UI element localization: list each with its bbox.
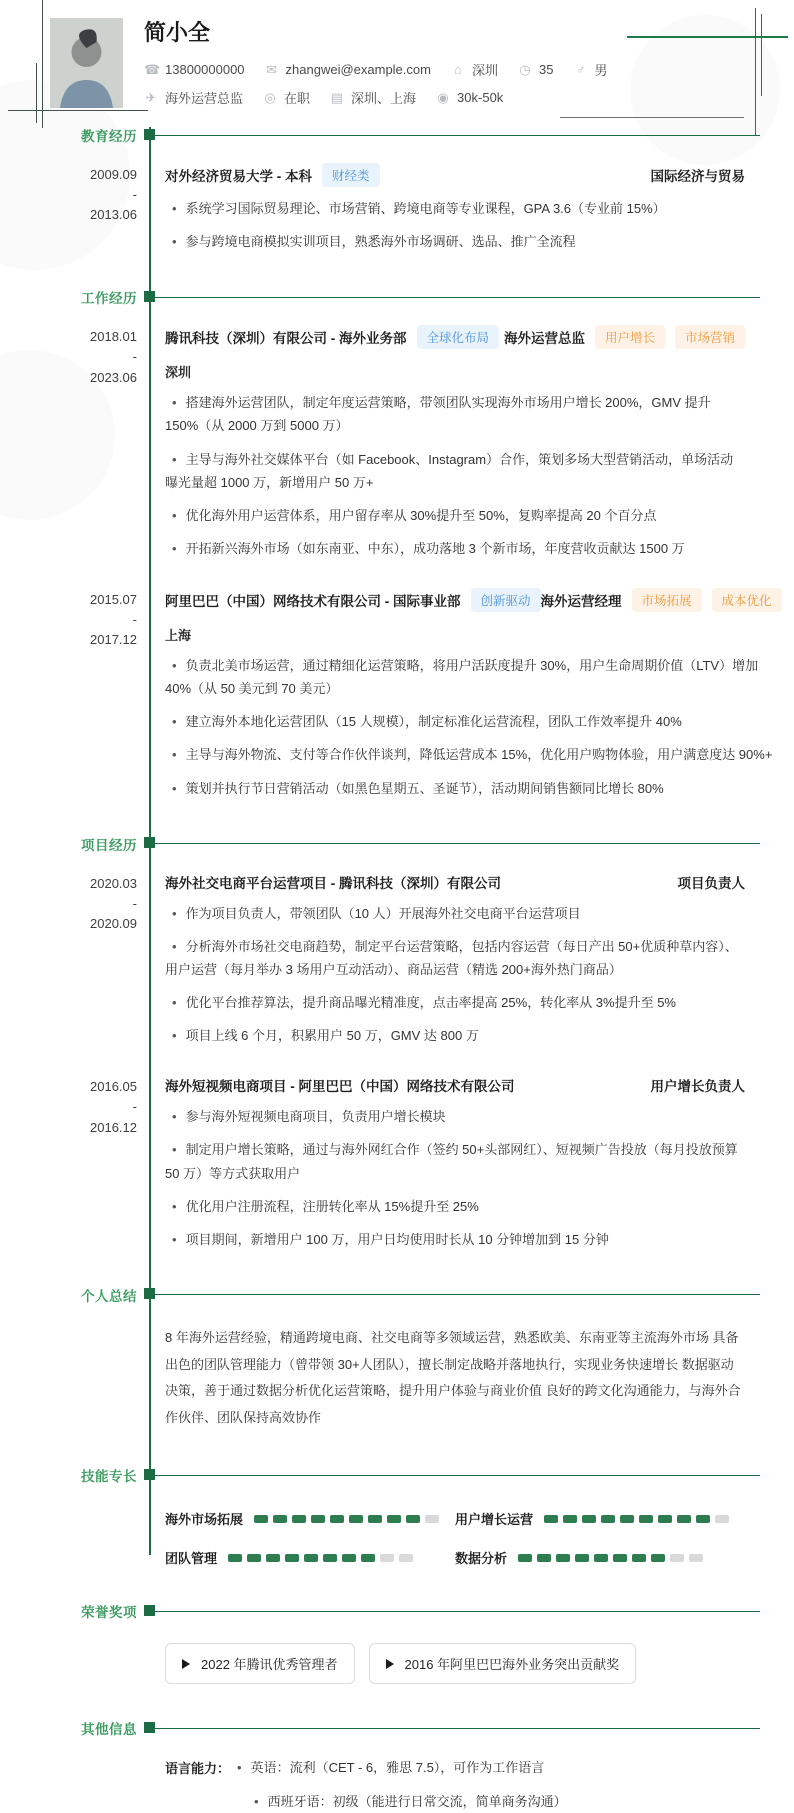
bullet-item: • 作为项目负责人，带领团队（10 人）开展海外社交电商平台运营项目 — [165, 902, 745, 925]
salary-value: 30k-50k — [457, 90, 504, 105]
section-education — [0, 127, 794, 253]
project-entry — [0, 872, 794, 1048]
bullet-item: • 分析海外市场社交电商趋势，制定平台运营策略，包括内容运营（每日产出 50+优质种草内容）、用户运营（每月举办 3 场用户互动活动）、商品运营（精选 200+海外热门商品） — [165, 935, 745, 981]
date-separator: - — [132, 187, 137, 203]
skill-item — [455, 1548, 745, 1567]
skill-segment — [537, 1554, 551, 1562]
section-rule — [150, 1728, 760, 1729]
skill-item — [455, 1509, 745, 1528]
phone-icon: ☎ — [144, 61, 161, 77]
bullet-item: • 搭建海外运营团队，制定年度运营策略，带领团队实现海外市场用户增长 200%，GMV 提升 150%（从 2000 万到 5000 万） — [165, 391, 745, 437]
section-honors — [0, 1603, 794, 1684]
briefcase-icon: ✈ — [145, 89, 157, 105]
contact-phone — [144, 62, 245, 78]
bullet-item: • 优化用户注册流程，注册转化率从 15%提升至 25% — [165, 1195, 745, 1218]
skill-segment — [556, 1554, 570, 1562]
status-value: 在职 — [284, 91, 311, 106]
timeline-node — [144, 837, 155, 848]
work-bullets — [165, 391, 745, 560]
section-rule — [150, 1611, 760, 1612]
bullet-item: • 制定用户增长策略，通过与海外网红合作（签约 50+头部网红）、短视频广告投放（每月投放预算 50 万）等方式获取用户 — [165, 1138, 745, 1184]
bullet-item: • 系统学习国际贸易理论、市场营销、跨境电商等专业课程，GPA 3.6（专业前 15%） — [165, 197, 745, 220]
role-tags — [595, 325, 745, 349]
skill-segment — [361, 1554, 375, 1562]
bullet-item: • 项目上线 6 个月，积累用户 50 万，GMV 达 800 万 — [165, 1024, 745, 1047]
skill-segment — [544, 1515, 558, 1523]
skill-segment — [304, 1554, 318, 1562]
skill-segment — [632, 1554, 646, 1562]
timeline-node — [144, 291, 155, 302]
date-separator: - — [132, 1099, 137, 1115]
skill-name: 用户增长运营 — [455, 1512, 534, 1528]
job-status — [263, 88, 310, 107]
date-range — [0, 325, 150, 560]
location-text: 上海 — [165, 628, 192, 643]
honor-badge — [369, 1643, 637, 1684]
company-name: 腾讯科技（深圳）有限公司 - 海外业务部 — [165, 331, 407, 347]
skill-segment — [247, 1554, 261, 1562]
skill-segment — [311, 1515, 325, 1523]
section-label: 个人总结 — [81, 1288, 137, 1304]
salary-icon: ◉ — [437, 89, 449, 105]
skill-item — [165, 1548, 455, 1567]
section-skills — [0, 1467, 794, 1567]
role-tag-badge: 用户增长 — [595, 325, 665, 349]
bullet-item: • 参与跨境电商模拟实训项目，熟悉海外市场调研、选品、推广全流程 — [165, 230, 745, 253]
date-end: 2020.09 — [90, 915, 137, 931]
skill-segment — [330, 1515, 344, 1523]
project-title: 海外短视频电商项目 - 阿里巴巴（中国）网络技术有限公司 — [165, 1079, 515, 1095]
honors-entry — [0, 1639, 794, 1684]
date-start: 2016.05 — [90, 1079, 137, 1095]
skills-entry — [0, 1489, 794, 1567]
timeline-node — [144, 1469, 155, 1480]
skill-segment — [715, 1515, 729, 1523]
skill-segment — [323, 1554, 337, 1562]
bullet-item: • 策划并执行节日营销活动（如黑色星期五、圣诞节），活动期间销售额同比增长 80% — [165, 777, 782, 800]
other-entry — [0, 1756, 794, 1813]
project-role: 用户增长负责人 — [650, 1079, 745, 1095]
skill-name: 团队管理 — [165, 1551, 218, 1567]
play-icon — [386, 1659, 394, 1669]
phone-number: 13800000000 — [165, 62, 245, 77]
date-end: 2017.12 — [90, 632, 137, 648]
skill-segment — [254, 1515, 268, 1523]
section-label: 其他信息 — [81, 1722, 137, 1738]
work-entry — [0, 588, 794, 800]
date-range — [0, 588, 150, 800]
skill-segment — [639, 1515, 653, 1523]
contact-row-2 — [144, 88, 503, 107]
project-role: 项目负责人 — [677, 875, 745, 891]
target-position — [144, 88, 243, 107]
gender-value: 男 — [594, 63, 608, 78]
education-entry — [0, 163, 794, 253]
section-label: 荣誉奖项 — [81, 1605, 137, 1621]
section-rule — [150, 1475, 760, 1476]
timeline-node — [144, 1288, 155, 1299]
skill-segment — [387, 1515, 401, 1523]
play-icon — [182, 1659, 190, 1669]
skill-name: 数据分析 — [455, 1551, 508, 1567]
skill-segment — [399, 1554, 413, 1562]
section-label: 工作经历 — [81, 291, 137, 307]
language-label: 语言能力： — [165, 1761, 231, 1777]
skill-segment — [677, 1515, 691, 1523]
contact-gender — [573, 60, 607, 79]
date-separator: - — [132, 349, 137, 365]
project-title: 海外社交电商平台运营项目 - 腾讯科技（深圳）有限公司 — [165, 875, 501, 891]
bullet-item: • 参与海外短视频电商项目，负责用户增长模块 — [165, 1105, 745, 1128]
skill-segment — [518, 1554, 532, 1562]
bullet-item: • 负责北美市场运营，通过精细化运营策略，将用户活跃度提升 30%，用户生命周期价值（LTV）增加 40%（从 50 美元到 70 美元） — [165, 654, 782, 700]
skill-segment — [575, 1554, 589, 1562]
contact-row-1 — [144, 60, 607, 79]
email-address: zhangwei@example.com — [285, 62, 431, 77]
skill-segment — [689, 1554, 703, 1562]
skill-segment — [285, 1554, 299, 1562]
skill-bar — [544, 1515, 729, 1523]
section-summary — [0, 1287, 794, 1432]
bullet-item: • 项目期间，新增用户 100 万，用户日均使用时长从 10 分钟增加到 15 分钟 — [165, 1228, 745, 1251]
position-value: 海外运营总监 — [165, 91, 244, 106]
date-start: 2020.03 — [90, 875, 137, 891]
role-title: 海外运营经理 — [540, 594, 622, 609]
skill-segment — [601, 1515, 615, 1523]
bullet-item: • 主导与海外物流、支付等合作伙伴谈判，降低运营成本 15%，优化用户购物体验，用户满意度达 90%+ — [165, 743, 782, 766]
timeline-node — [144, 129, 155, 140]
date-range — [0, 872, 150, 1048]
date-range — [0, 163, 150, 253]
skill-segment — [266, 1554, 280, 1562]
age-icon: ◷ — [519, 61, 531, 77]
major-name: 国际经济与贸易 — [650, 169, 745, 184]
contact-email — [265, 62, 431, 78]
skill-name: 海外市场拓展 — [165, 1512, 244, 1528]
skill-bar — [254, 1515, 439, 1523]
age-value: 35 — [538, 62, 554, 77]
date-separator: - — [132, 895, 137, 911]
skill-segment — [292, 1515, 306, 1523]
section-label: 教育经历 — [81, 129, 137, 144]
role-tags — [632, 588, 782, 612]
skill-bar — [228, 1554, 413, 1562]
language-item: • 西班牙语：初级（能进行日常交流，简单商务沟通） — [247, 1792, 567, 1813]
honor-badge — [165, 1643, 355, 1684]
mail-icon: ✉ — [266, 61, 277, 77]
role-tag-badge: 市场营销 — [675, 325, 745, 349]
skill-segment — [380, 1554, 394, 1562]
company-tag-badge: 全球化布局 — [417, 325, 500, 349]
honor-label: 2016 年阿里巴巴海外业务突出贡献奖 — [404, 1657, 620, 1673]
city-value: 深圳 — [471, 63, 498, 78]
role-tag-badge: 市场拓展 — [632, 588, 702, 612]
bullet-item: • 开拓新兴海外市场（如东南亚、中东），成功落地 3 个新市场，年度营收贡献达 1500 万 — [165, 537, 745, 560]
skill-segment — [349, 1515, 363, 1523]
section-projects — [0, 836, 794, 1251]
section-label: 项目经历 — [81, 837, 137, 853]
work-entry — [0, 325, 794, 560]
category-badge: 财经类 — [322, 163, 380, 187]
home-icon: ⌂ — [454, 62, 462, 77]
city-icon: ▤ — [330, 89, 344, 105]
skill-segment — [670, 1554, 684, 1562]
language-list — [230, 1758, 567, 1813]
date-separator: - — [132, 612, 137, 628]
project-bullets — [165, 902, 745, 1048]
section-rule — [150, 1294, 760, 1295]
project-entry — [0, 1075, 794, 1251]
school-name: 对外经济贸易大学 - 本科 — [165, 169, 312, 184]
section-label: 技能专长 — [81, 1469, 137, 1485]
honors-list — [165, 1643, 745, 1684]
section-work — [0, 289, 794, 799]
bullet-item: • 优化平台推荐算法，提升商品曝光精准度，点击率提高 25%，转化率从 3%提升至 5% — [165, 991, 745, 1014]
date-start: 2009.09 — [90, 167, 137, 182]
work-bullets — [165, 654, 782, 800]
summary-text: 8 年海外运营经验，精通跨境电商、社交电商等多领域运营，熟悉欧美、东南亚等主流海外市场 具备出色的团队管理能力（曾带领 30+人团队），擅长制定战略并落地执行，实现业务快速增长 数据驱动决策，善于通过数据分析优化运营策略，提升用户体验与商业价值 良好的跨文化沟通能力，与海外合作伙伴、团队保持高效协作 — [165, 1329, 741, 1425]
candidate-name: 简小全 — [144, 20, 211, 45]
location-text: 深圳 — [165, 365, 192, 381]
role-title: 海外运营总监 — [503, 331, 585, 347]
resume-header — [0, 0, 794, 118]
skill-segment — [582, 1515, 596, 1523]
skill-segment — [228, 1554, 242, 1562]
section-rule — [150, 843, 760, 844]
target-cities — [330, 88, 416, 107]
skill-segment — [594, 1554, 608, 1562]
date-end: 2016.12 — [90, 1119, 137, 1135]
timeline-node — [144, 1605, 155, 1616]
date-start: 2015.07 — [90, 592, 137, 607]
education-bullets — [165, 197, 745, 253]
skill-segment — [651, 1554, 665, 1562]
contact-age — [518, 62, 553, 78]
skill-segment — [425, 1515, 439, 1523]
bullet-item: • 主导与海外社交媒体平台（如 Facebook、Instagram）合作，策划多场大型营销活动，单场活动曝光量超 1000 万，新增用户 50 万+ — [165, 448, 745, 494]
cities-value: 深圳、上海 — [351, 91, 417, 106]
skill-segment — [696, 1515, 710, 1523]
date-range — [0, 1075, 150, 1251]
skill-segment — [342, 1554, 356, 1562]
skill-segment — [658, 1515, 672, 1523]
status-icon: ◎ — [264, 89, 276, 105]
date-start: 2018.01 — [90, 329, 137, 345]
skill-item — [165, 1509, 455, 1528]
skill-segment — [613, 1554, 627, 1562]
gender-icon: ♂ — [575, 62, 586, 77]
language-item: • 英语：流利（CET - 6，雅思 7.5），可作为工作语言 — [230, 1758, 567, 1779]
summary-entry — [0, 1323, 794, 1432]
date-end: 2023.06 — [90, 369, 137, 385]
section-rule — [150, 135, 760, 136]
section-rule — [150, 297, 760, 298]
skill-segment — [620, 1515, 634, 1523]
profile-photo — [50, 18, 123, 108]
timeline-node — [144, 1722, 155, 1733]
skill-segment — [273, 1515, 287, 1523]
project-bullets — [165, 1105, 745, 1251]
section-other — [0, 1720, 794, 1813]
bullet-item: • 优化海外用户运营体系，用户留存率从 30%提升至 50%，复购率提高 20 个百分点 — [165, 504, 745, 527]
contact-city — [451, 60, 498, 79]
honor-label: 2022 年腾讯优秀管理者 — [201, 1657, 338, 1673]
skills-grid — [165, 1489, 745, 1567]
role-tag-badge: 成本优化 — [712, 588, 782, 612]
company-tag-badge: 创新驱动 — [471, 588, 541, 612]
expected-salary — [436, 90, 503, 106]
skill-bar — [518, 1554, 703, 1562]
company-name: 阿里巴巴（中国）网络技术有限公司 - 国际事业部 — [165, 594, 461, 609]
date-end: 2013.06 — [90, 207, 137, 223]
skill-segment — [406, 1515, 420, 1523]
bullet-item: • 建立海外本地化运营团队（15 人规模），制定标准化运营流程，团队工作效率提升 40% — [165, 710, 782, 733]
skill-segment — [368, 1515, 382, 1523]
skill-segment — [563, 1515, 577, 1523]
